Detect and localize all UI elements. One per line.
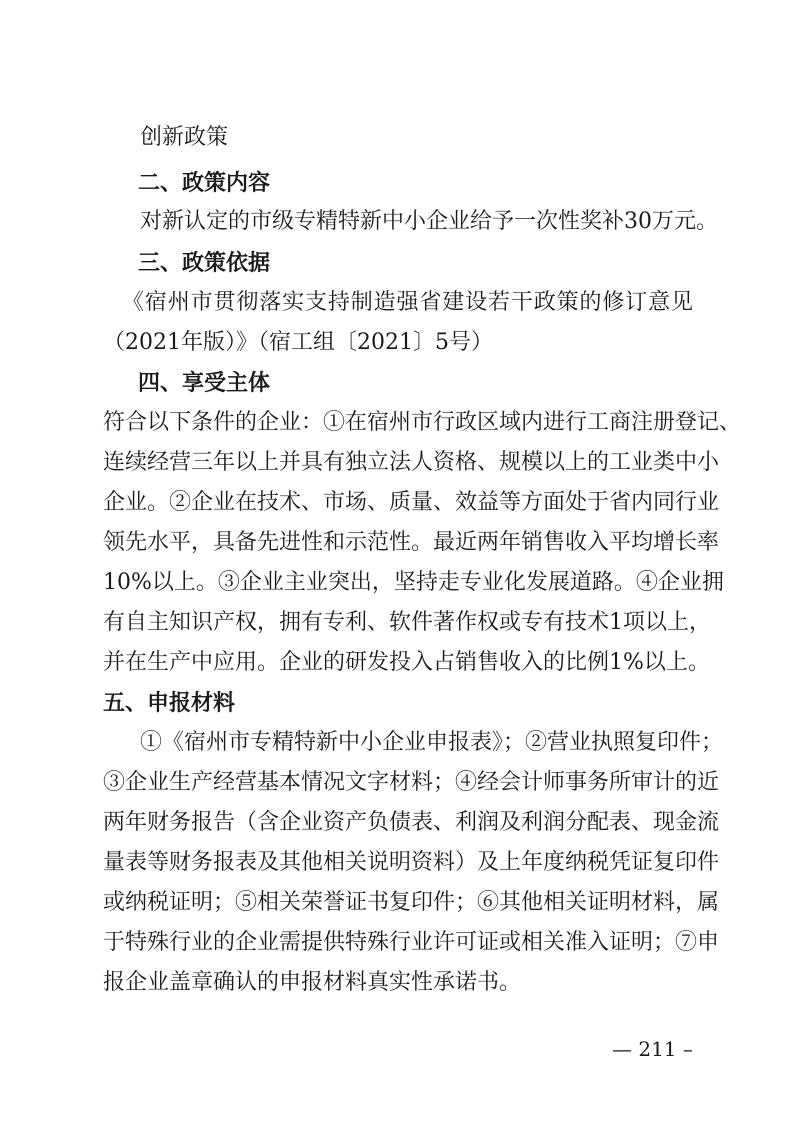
paragraph-line: 符合以下条件的企业：①在宿州市行政区域内进行工商注册登记、 (103, 410, 742, 435)
paragraph-line: 企业。②企业在技术、市场、质量、效益等方面处于省内同行业 (103, 490, 720, 515)
continued-text: 创新政策 (140, 125, 229, 150)
paragraph-line: （2021年版）》（宿工组〔2021〕5号） (103, 330, 493, 355)
page-number: — 211 – (612, 1037, 693, 1061)
paragraph-line: 两年财务报告（含企业资产负债表、利润及利润分配表、现金流 (103, 810, 720, 835)
section-heading-policy-content: 二、政策内容 (138, 170, 271, 196)
paragraph-line: 量表等财务报表及其他相关说明资料）及上年度纳税凭证复印件 (103, 850, 720, 875)
paragraph-line: 《宿州市贯彻落实支持制造强省建设若干政策的修订意见 (122, 290, 693, 315)
paragraph-line: 报企业盖章确认的申报材料真实性承诺书。 (103, 970, 522, 995)
paragraph-line: 于特殊行业的企业需提供特殊行业许可证或相关准入证明；⑦申 (103, 930, 720, 955)
paragraph-line: 连续经营三年以上并具有独立法人资格、规模以上的工业类中小 (103, 450, 720, 475)
section-heading-policy-basis: 三、政策依据 (138, 250, 271, 276)
paragraph-line: 10%以上。③企业主业突出，坚持走专业化发展道路。④企业拥 (103, 570, 724, 595)
paragraph-line: ①《宿州市专精特新中小企业申报表》；②营业执照复印件； (140, 730, 724, 755)
paragraph-line: 有自主知识产权，拥有专利、软件著作权或专有技术1项以上， (103, 610, 711, 635)
paragraph-line: ③企业生产经营基本情况文字材料；④经会计师事务所审计的近 (103, 770, 720, 795)
section-heading-application-materials: 五、申报材料 (103, 690, 236, 716)
paragraph-line: 或纳税证明；⑤相关荣誉证书复印件；⑥其他相关证明材料，属 (103, 890, 720, 915)
paragraph-line: 并在生产中应用。企业的研发投入占销售收入的比例1%以上。 (103, 650, 710, 675)
paragraph-line: 对新认定的市级专精特新中小企业给予一次性奖补30万元。 (140, 209, 718, 234)
paragraph-line: 领先水平，具备先进性和示范性。最近两年销售收入平均增长率 (103, 530, 720, 555)
section-heading-eligible-entities: 四、享受主体 (138, 370, 271, 396)
